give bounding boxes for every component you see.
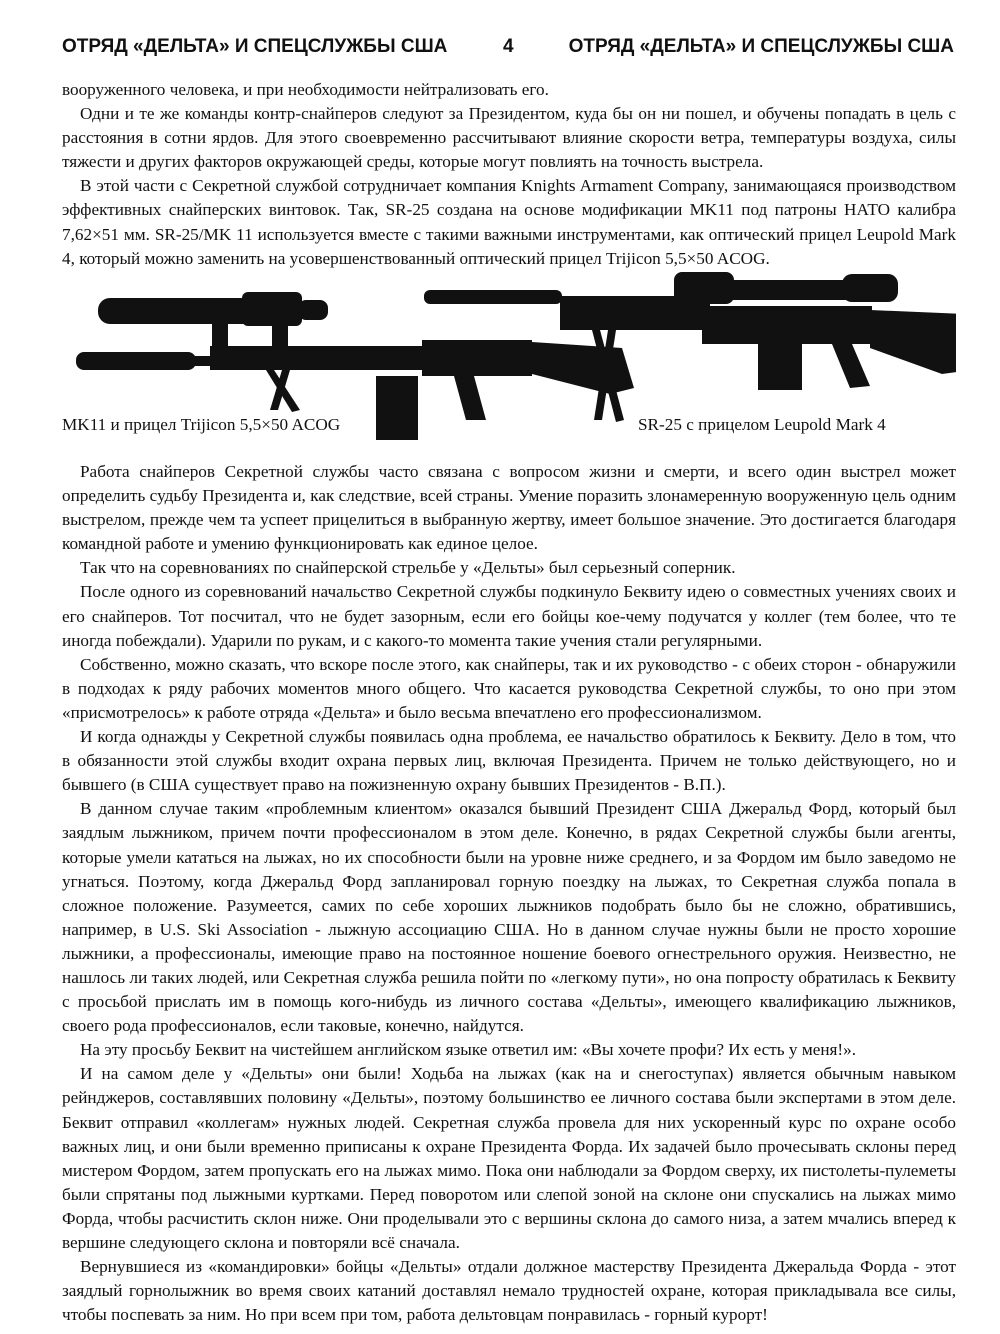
paragraph: И на самом деле у «Дельты» они были! Ходьба на лыжах (как на и снегоступах) является обычным навыком рейнджеров, составлявших половину «Дельты», поэтому большинство ее личного состава были экспертами в этом деле. Беквит отправил «коллегам» нужных людей. Секретная служба провела для них ускоренный курс по охране особо важных лиц, и они были временно приписаны к охране Президента Форда. Их задачей было прочесывать склоны перед мистером Фордом, затем пропускать его на лыжах мимо. Пока они наблюдали за Фордом сверху, их пистолеты-пулеметы были спрятаны под лыжными куртками. Перед поворотом или слепой зоной на склоне они спускались на лыжах мимо Форда, чтобы расчистить склон ниже. Они проделывали это с вершины склона до самого низа, а затем мчались вперед к вершине следующего склона и повторяли всё сначала. — [62, 1064, 956, 1252]
bottom-text-block — [62, 460, 956, 1327]
page-number: 4 — [503, 36, 514, 57]
paragraph: Одни и те же команды контр-снайперов следуют за Президентом, куда бы он ни пошел, и обучены попадать в цель с расстояния в сотни ярдов. Для этого своевременно рассчитывают влияние скорости ветра, температуры воздуха, силы тяжести и других факторов окружающей среды, которые могут повлиять на точность выстрела. — [62, 104, 956, 172]
top-text-block — [62, 78, 956, 271]
rifles-figure — [62, 270, 956, 456]
running-header — [62, 36, 954, 60]
paragraph: И когда однажды у Секретной службы появилась одна проблема, ее начальство обратилось к Беквиту. Дело в том, что в обязанности этой службы входит охрана первых лиц, включая Президента. Причем не только действующего, но и бывшего (в США существует право на пожизненную охрану бывших Президентов - В.П.). — [62, 727, 956, 795]
paragraph: Так что на соревнованиях по снайперской стрельбе у «Дельты» был серьезный соперник. — [80, 558, 736, 578]
paragraph: Работа снайперов Секретной службы часто связана с вопросом жизни и смерти, и всего один выстрел может определить судьбу Президента и, как следствие, всей страны. Умение поразить злонамеренную вооруженную цель одним выстрелом, прежде чем та успеет прицелиться в выбранную жертву, имеет большое значение. Это достигается благодаря командной работе и умению функционировать как единое целое. — [62, 462, 956, 554]
header-left-title: ОТРЯД «ДЕЛЬТА» И СПЕЦСЛУЖБЫ США — [62, 36, 448, 57]
header-right-title: ОТРЯД «ДЕЛЬТА» И СПЕЦСЛУЖБЫ США — [568, 36, 954, 57]
paragraph: Вернувшиеся из «командировки» бойцы «Дельты» отдали должное мастерству Президента Джеральда Форда - этот заядлый горнолыжник во время своих катаний доставлял немало трудностей охране, которая прикладывала все силы, чтобы поспевать за ним. Но при всем при том, работа дельтовцам понравилась - горный курорт! — [62, 1257, 956, 1325]
figure-caption-right: SR-25 с прицелом Leupold Mark 4 — [638, 415, 886, 434]
paragraph: Собственно, можно сказать, что вскоре после этого, как снайперы, так и их руководство - с обеих сторон - обнаружили в подходах к ряду рабочих моментов много общего. Что касается руководства Секретной службы, то оно при этом «присмотрелось» к работе отряда «Дельта» и было весьма впечатлено его профессионализмом. — [62, 654, 956, 722]
paragraph: В данном случае таким «проблемным клиентом» оказался бывший Президент США Джеральд Форд, который был заядлым лыжником, причем почти профессионалом в этом деле. Конечно, в рядах Секретной службы были агенты, которые умели кататься на лыжах, но их способности были на уровне ниже среднего, и за Фордом им было заведомо не угнаться. Поэтому, когда Джеральд Форд запланировал горную поездку на лыжах, то Секретная служба попала в сложное положение. Разумеется, самих по себе хороших лыжников подобрать было бы не сложно, обратившись, например, в U.S. Ski Association - лыжную ассоциацию США. Но в данном случае нужны были не просто хорошие лыжники, а профессионалы, имеющие право на постоянное ношение боевого огнестрельного оружия. Неизвестно, не нашлось ли таких людей, или Секретная служба решила пойти по «легкому пути», но она попросту обратилась к Беквиту с просьбой прислать им в помощь кого-нибудь из личного состава «Дельты», имеющего квалификацию лыжников, своего рода профессионалов, если таковые, конечно, найдутся. — [62, 799, 956, 1036]
figure-caption-left: MK11 и прицел Trijicon 5,5×50 ACOG — [62, 415, 341, 434]
paragraph: вооруженного человека, и при необходимости нейтрализовать его. — [62, 80, 549, 99]
paragraph: В этой части с Секретной службой сотрудничает компания Knights Armament Company, занимающаяся производством эффективных снайперских винтовок. Так, SR-25 создана на основе модификации MK11 под патроны НАТО калибра 7,62×51 мм. SR-25/MK 11 используется вместе с такими важными инструментами, как оптический прицел Leupold Mark 4, который можно заменить на усовершенствованный оптический прицел Trijicon 5,5×50 ACOG. — [62, 176, 956, 268]
paragraph: На эту просьбу Беквит на чистейшем английском языке ответил им: «Вы хочете профи? Их есть у меня!». — [80, 1040, 857, 1060]
paragraph: После одного из соревнований начальство Секретной службы подкинуло Беквиту идею о совместных учениях своих и его снайперов. Тот посчитал, что не будет зазорным, если его бойцы кое-чему подучатся у коллег (тем более, что те иногда побеждали). Ударили по рукам, и с какого-то момента такие учения стали регулярными. — [62, 582, 956, 650]
